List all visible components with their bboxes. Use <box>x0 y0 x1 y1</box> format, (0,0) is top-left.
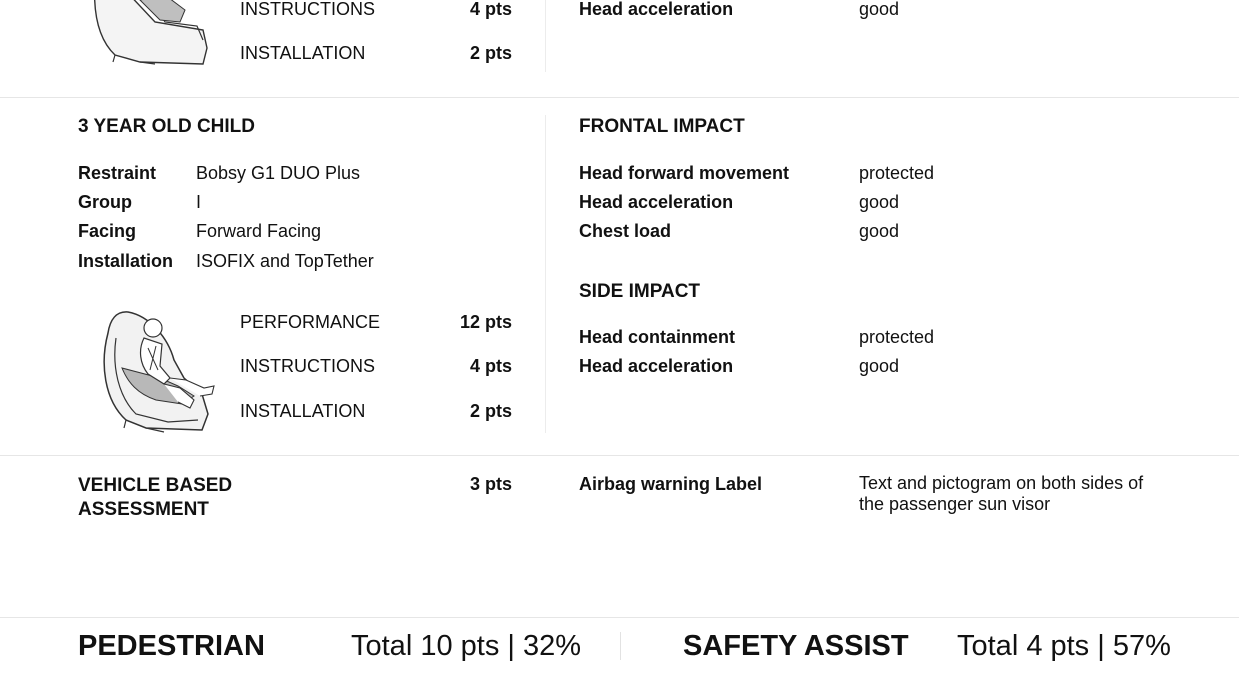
score-label-performance: PERFORMANCE <box>240 312 381 332</box>
vehicle-assessment-title-line1: VEHICLE BASED <box>78 475 233 496</box>
vehicle-assessment-title <box>78 474 232 522</box>
side-row-label-head-acceleration: Head acceleration <box>579 356 734 376</box>
child-seat-icon <box>98 308 223 433</box>
frontal-row-value-head-acceleration: good <box>859 192 900 212</box>
frontal-row-value-head-forward: protected <box>859 163 935 183</box>
side-impact-title: SIDE IMPACT <box>579 281 701 302</box>
pedestrian-total: Total 10 pts | 32% <box>351 630 582 662</box>
airbag-warning-label: Airbag warning Label <box>579 474 763 494</box>
safety-assist-total: Total 4 pts | 57% <box>957 630 1171 662</box>
detail-value-facing: Forward Facing <box>196 221 322 241</box>
column-divider-top <box>545 0 546 72</box>
vehicle-assessment-title-line2: ASSESSMENT <box>78 499 209 520</box>
frontal-impact-title: FRONTAL IMPACT <box>579 116 745 137</box>
child-seat-icon-top <box>85 0 215 65</box>
frontal-row-label-head-forward: Head forward movement <box>579 163 790 183</box>
detail-value-group: I <box>196 192 202 212</box>
side-row-value-head-containment: protected <box>859 327 935 347</box>
column-divider-middle <box>545 115 546 433</box>
score-label-instructions: INSTRUCTIONS <box>240 356 375 376</box>
score-label-installation-top: INSTALLATION <box>240 43 366 63</box>
detail-value-installation: ISOFIX and TopTether <box>196 251 374 271</box>
airbag-warning-value <box>859 473 1143 515</box>
frontal-row-value-chest-load: good <box>859 221 900 241</box>
safety-assist-title: SAFETY ASSIST <box>683 630 909 662</box>
frontal-row-label-head-acceleration: Head acceleration <box>579 192 734 212</box>
score-value-performance: 12 pts <box>459 312 512 332</box>
side-row-label-head-containment: Head containment <box>579 327 736 347</box>
side-row-value-head-acceleration: good <box>859 356 900 376</box>
detail-label-group: Group <box>78 192 132 212</box>
score-label-installation: INSTALLATION <box>240 401 366 421</box>
section-divider-1 <box>0 97 1239 98</box>
score-label-instructions-top: INSTRUCTIONS <box>240 0 375 19</box>
section-divider-2 <box>0 455 1239 456</box>
side-impact-head-acceleration-label-top: Head acceleration <box>579 0 734 19</box>
frontal-row-label-chest-load: Chest load <box>579 221 672 241</box>
vehicle-assessment-score: 3 pts <box>469 474 512 494</box>
footer-divider <box>620 632 621 660</box>
airbag-warning-value-line1: Text and pictogram on both sides of <box>859 473 1144 493</box>
score-value-installation-top: 2 pts <box>469 43 512 63</box>
score-value-installation: 2 pts <box>469 401 512 421</box>
child-section-title: 3 YEAR OLD CHILD <box>78 116 256 137</box>
section-divider-3 <box>0 617 1239 618</box>
detail-label-facing: Facing <box>78 221 137 241</box>
side-impact-head-acceleration-value-top: good <box>859 0 900 19</box>
detail-value-restraint: Bobsy G1 DUO Plus <box>196 163 361 183</box>
detail-label-installation: Installation <box>78 251 174 271</box>
score-value-instructions: 4 pts <box>469 356 512 376</box>
pedestrian-title: PEDESTRIAN <box>78 630 265 662</box>
score-value-instructions-top: 4 pts <box>469 0 512 19</box>
detail-label-restraint: Restraint <box>78 163 157 183</box>
airbag-warning-value-line2: the passenger sun visor <box>859 494 1051 514</box>
